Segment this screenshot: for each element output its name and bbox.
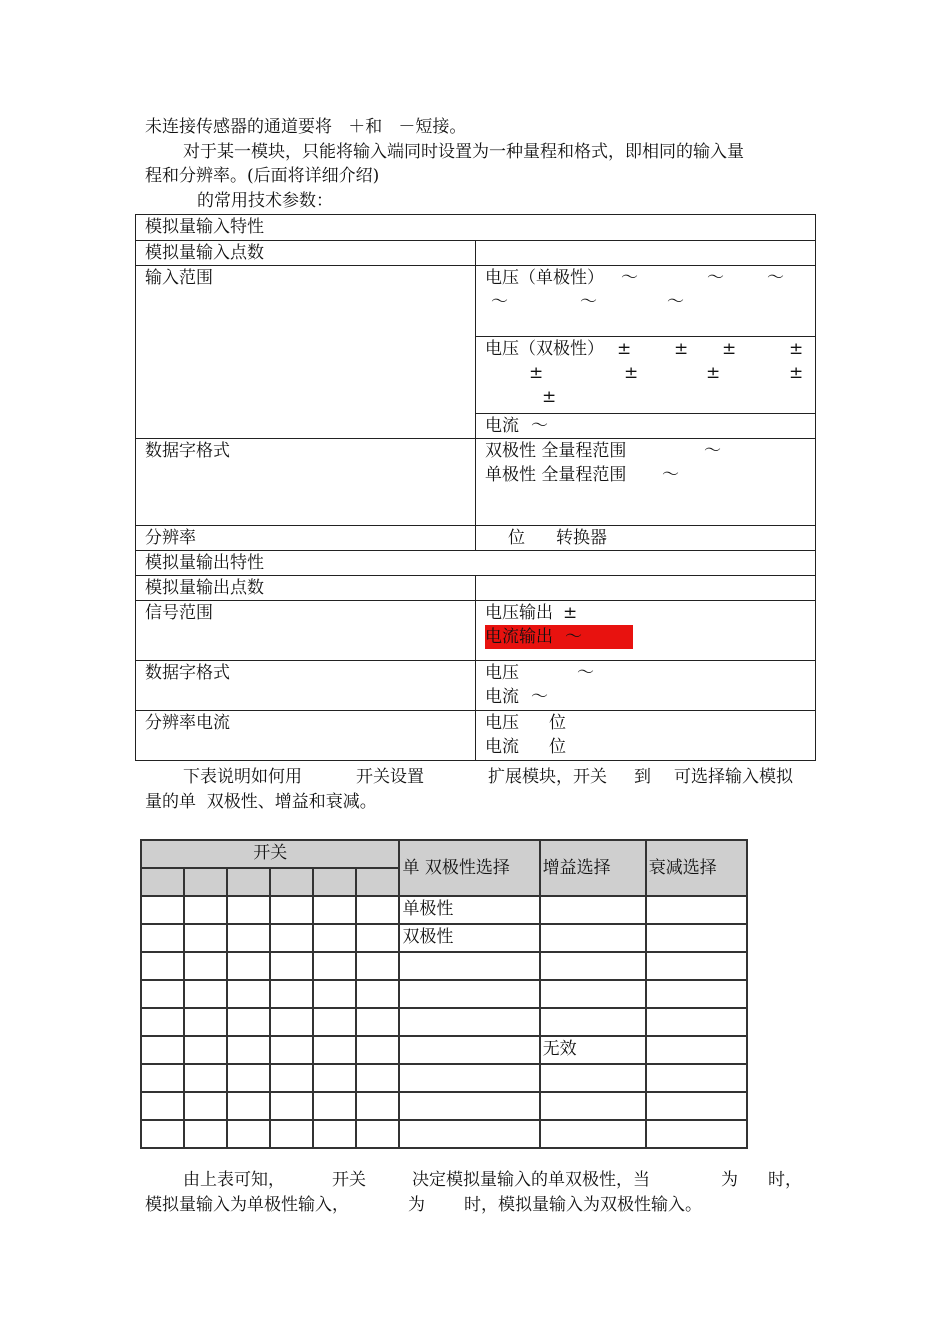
table-row <box>141 1092 747 1120</box>
tilde: ～ <box>667 292 684 312</box>
plusminus: ± <box>722 339 737 359</box>
atten-header: 衰减选择 <box>646 840 747 896</box>
spec-table <box>135 214 816 761</box>
footer-seg-2: 开关 <box>332 1170 366 1190</box>
plusminus: ± <box>542 387 557 407</box>
current-label: 电流 <box>485 687 519 707</box>
tilde: ～ <box>704 441 721 461</box>
out-data-format-cell <box>476 661 816 711</box>
table-row <box>141 896 747 924</box>
tilde: ～ <box>577 663 594 683</box>
current-label: 电流 <box>485 416 519 436</box>
resolution-label: 分辨率 <box>136 526 476 551</box>
table-row <box>141 1120 747 1148</box>
tilde: ～ <box>491 292 508 312</box>
current-output-label: 电流输出 <box>485 627 553 647</box>
plusminus: ± <box>529 363 544 383</box>
voltage-output-label: 电压输出 <box>485 603 553 623</box>
intro-line-1: 未连接传感器的通道要将 ＋和 －短接。 <box>145 117 467 137</box>
table-row <box>141 952 747 980</box>
switch-col-5 <box>313 868 356 896</box>
bipolar-full-range: 双极性 全量程范围 <box>485 441 627 461</box>
plusminus: ± <box>674 339 689 359</box>
plusminus: ± <box>789 339 804 359</box>
current-label: 电流 <box>485 737 519 757</box>
converter-text: 转换器 <box>556 528 607 548</box>
bit-text: 位 <box>549 713 566 733</box>
output-points-label: 模拟量输出点数 <box>136 576 476 601</box>
unipolar-full-range: 单极性 全量程范围 <box>485 465 627 485</box>
plusminus: ± <box>617 339 632 359</box>
tilde: ～ <box>580 292 597 312</box>
tilde: ～ <box>565 627 582 647</box>
tilde: ～ <box>531 687 548 707</box>
switch-header: 开关 <box>141 840 399 868</box>
voltage-label: 电压 <box>485 663 519 683</box>
middle-seg-1: 下表说明如何用 <box>183 767 302 787</box>
out-resolution-cell <box>476 711 816 761</box>
switch-col-3 <box>227 868 270 896</box>
tilde: ～ <box>707 268 724 288</box>
polarity-header: 单 双极性选择 <box>399 840 539 896</box>
plusminus: ± <box>624 363 639 383</box>
bit-text: 位 <box>508 528 525 548</box>
output-points-value <box>476 576 816 601</box>
intro-line-4: 的常用技术参数： <box>197 191 333 211</box>
current-output-highlight <box>485 625 633 649</box>
footer-line-2a: 模拟量输入为单极性输入， <box>145 1195 349 1215</box>
signal-range-cell <box>476 601 816 661</box>
resolution-cell <box>476 526 816 551</box>
plusminus: ± <box>706 363 721 383</box>
input-points-label: 模拟量输入点数 <box>136 241 476 266</box>
table-row <box>141 980 747 1008</box>
input-range-label: 输入范围 <box>136 266 476 439</box>
middle-seg-4: 到 <box>634 767 651 787</box>
polarity-cell: 单极性 <box>399 896 539 924</box>
voltage-unipolar-label: 电压（单极性） <box>485 268 604 288</box>
output-section-title: 模拟量输出特性 <box>136 551 816 576</box>
bit-text: 位 <box>549 737 566 757</box>
switch-col-2 <box>184 868 227 896</box>
tilde: ～ <box>531 416 548 436</box>
middle-seg-2: 开关设置 <box>356 767 424 787</box>
intro-line-2: 对于某一模块，只能将输入端同时设置为一种量程和格式，即相同的输入量 <box>183 142 744 162</box>
footer-line-2b: 为 <box>408 1195 425 1215</box>
switch-col-6 <box>356 868 399 896</box>
footer-seg-1: 由上表可知， <box>183 1170 285 1190</box>
input-points-value <box>476 241 816 266</box>
table-row <box>141 1036 747 1064</box>
switch-col-1 <box>141 868 184 896</box>
plusminus: ± <box>563 603 578 623</box>
polarity-cell: 双极性 <box>399 924 539 952</box>
intro-line-3: 程和分辨率。(后面将详细介绍) <box>145 166 380 186</box>
data-format-label: 数据字格式 <box>136 439 476 526</box>
plusminus: ± <box>789 363 804 383</box>
signal-range-label: 信号范围 <box>136 601 476 661</box>
table-row <box>141 924 747 952</box>
voltage-unipolar-cell <box>476 266 816 337</box>
current-range-cell <box>476 414 816 439</box>
voltage-label: 电压 <box>485 713 519 733</box>
middle-seg-5: 可选择输入模拟 <box>674 767 793 787</box>
switch-table <box>140 839 748 1149</box>
switch-col-4 <box>270 868 313 896</box>
tilde: ～ <box>662 465 679 485</box>
input-section-title: 模拟量输入特性 <box>136 215 816 241</box>
table-row <box>141 1064 747 1092</box>
gain-header: 增益选择 <box>540 840 646 896</box>
tilde: ～ <box>767 268 784 288</box>
footer-seg-5: 时， <box>768 1170 802 1190</box>
out-data-format-label: 数据字格式 <box>136 661 476 711</box>
footer-line-2c: 时，模拟量输入为双极性输入。 <box>464 1195 702 1215</box>
middle-seg-3: 扩展模块，开关 <box>488 767 607 787</box>
tilde: ～ <box>621 268 638 288</box>
footer-seg-4: 为 <box>721 1170 738 1190</box>
table-row <box>141 1008 747 1036</box>
middle-line-2: 量的单 双极性、增益和衰减。 <box>145 792 377 812</box>
gain-cell: 无效 <box>540 1036 646 1064</box>
out-resolution-label: 分辨率电流 <box>136 711 476 761</box>
footer-seg-3: 决定模拟量输入的单双极性，当 <box>412 1170 650 1190</box>
voltage-bipolar-label: 电压（双极性） <box>485 339 604 359</box>
voltage-bipolar-cell <box>476 337 816 414</box>
data-format-cell <box>476 439 816 526</box>
